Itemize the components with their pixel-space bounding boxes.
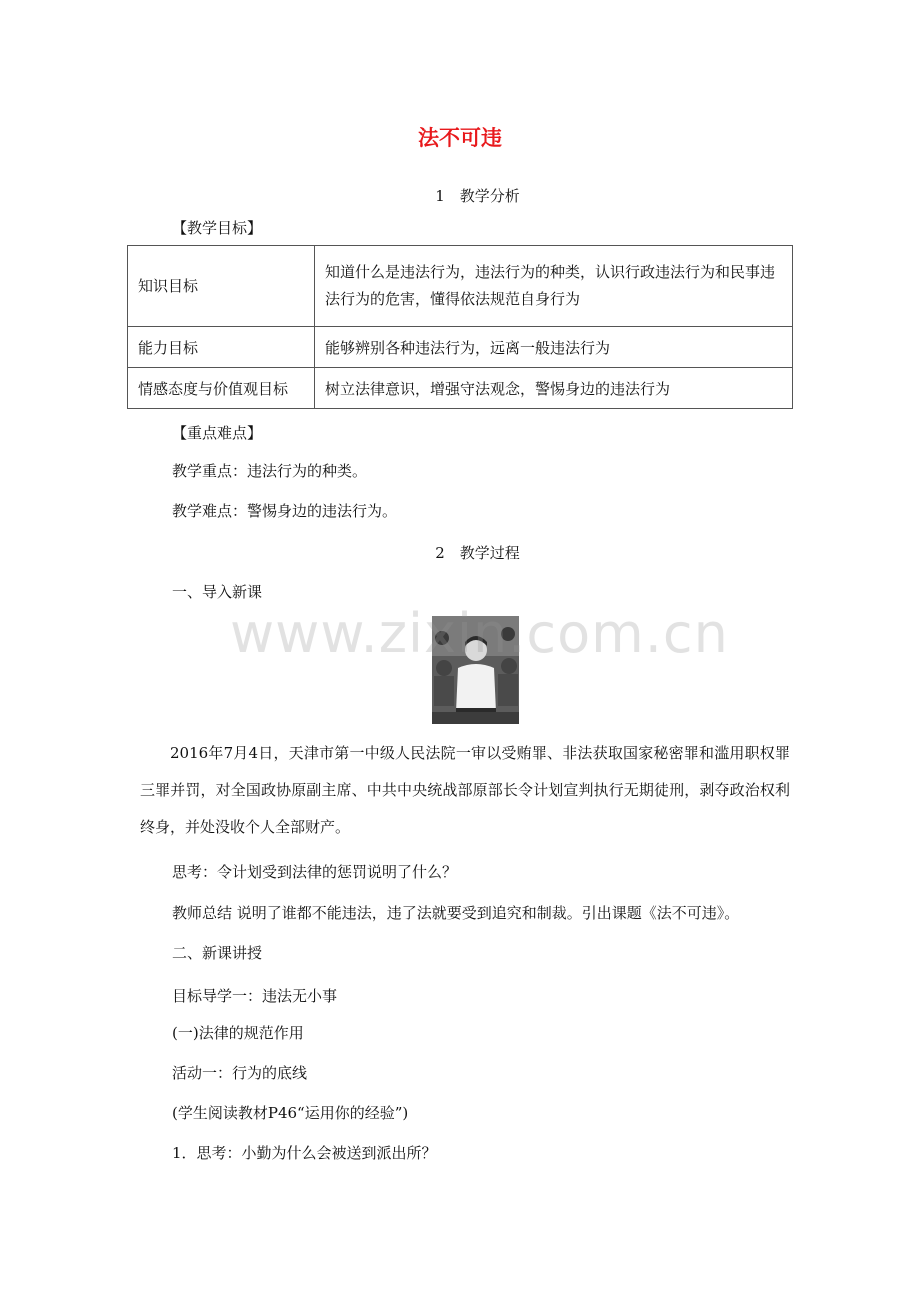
page-title: 法不可违 — [418, 126, 502, 150]
goals-table — [127, 245, 793, 409]
watermark: www.zixin.com.cn — [230, 602, 729, 665]
activity-heading: 活动一：行为的底线 — [172, 1064, 308, 1082]
goal-label: 能力目标 — [128, 327, 315, 368]
key-points-label: 【重点难点】 — [172, 424, 263, 442]
goals-label: 【教学目标】 — [172, 219, 263, 237]
goal-content: 树立法律意识，增强守法观念，警惕身边的违法行为 — [315, 368, 793, 409]
goal-label: 情感态度与价值观目标 — [128, 368, 315, 409]
goal-content: 能够辨别各种违法行为，远离一般违法行为 — [315, 327, 793, 368]
sub-heading: (一)法律的规范作用 — [172, 1024, 304, 1042]
court-photo — [432, 616, 519, 724]
section1-heading: 1 教学分析 — [435, 187, 520, 205]
table-row — [128, 246, 793, 327]
case-paragraph: 2016年7月4日，天津市第一中级人民法院一审以受贿罪、非法获取国家秘密罪和滥用职权罪三罪并罚，对全国政协原副主席、中共中央统战部原部长令计划宣判执行无期徒刑，剥夺政治权利终身，并处没收个人全部财产。 — [140, 744, 790, 836]
table-row — [128, 327, 793, 368]
difficult-point: 教学难点：警惕身边的违法行为。 — [172, 502, 398, 520]
section2-heading: 2 教学过程 — [435, 544, 520, 562]
question: 1．思考：小勤为什么会被送到派出所？ — [172, 1144, 437, 1162]
intro-heading: 一、导入新课 — [172, 583, 263, 601]
goal-content: 知道什么是违法行为，违法行为的种类，认识行政违法行为和民事违法行为的危害，懂得依法规范自身行为 — [315, 246, 793, 327]
goal-label: 知识目标 — [128, 246, 315, 327]
new-lesson-heading: 二、新课讲授 — [172, 944, 263, 962]
key-point: 教学重点：违法行为的种类。 — [172, 462, 368, 480]
reading-note: (学生阅读教材P46“运用你的经验”) — [172, 1104, 409, 1122]
table-row — [128, 368, 793, 409]
teacher-summary: 教师总结 说明了谁都不能违法，违了法就要受到追究和制裁。引出课题《法不可违》。 — [172, 904, 740, 922]
goal-heading: 目标导学一：违法无小事 — [172, 987, 338, 1005]
think-question: 思考：令计划受到法律的惩罚说明了什么？ — [172, 863, 458, 881]
